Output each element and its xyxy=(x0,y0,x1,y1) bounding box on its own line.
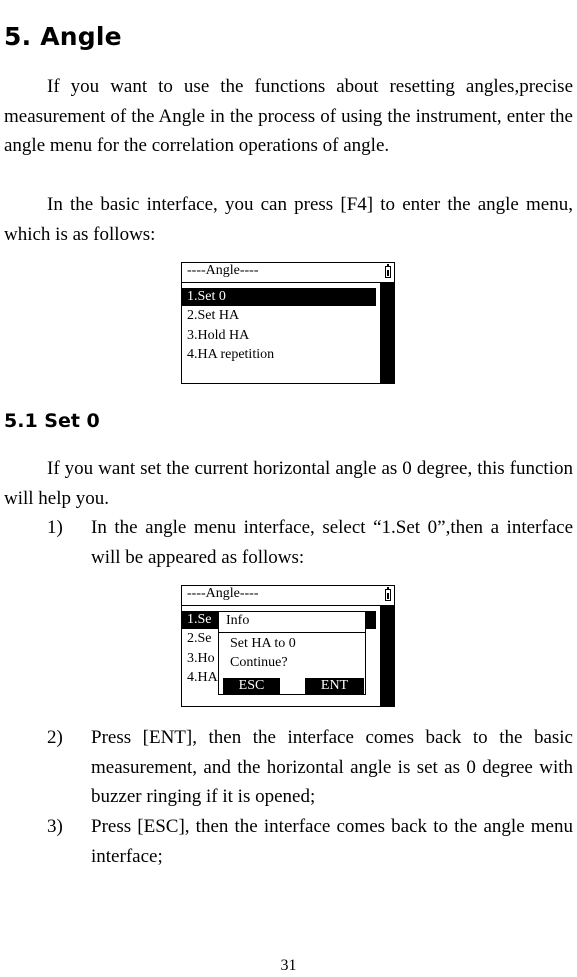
basic-interface-paragraph: In the basic interface, you can press [F4] to enter the angle menu, which is as follows: xyxy=(4,194,573,245)
menu-item-ha-repetition[interactable]: 4.HA xyxy=(187,670,218,685)
scrollbar xyxy=(380,606,394,706)
step-number: 2) xyxy=(47,727,63,748)
screen-title: ----Angle---- xyxy=(187,586,259,601)
step-number: 3) xyxy=(47,816,63,837)
dialog-title: Info xyxy=(226,613,250,628)
battery-icon xyxy=(385,266,391,278)
ent-button[interactable]: ENT xyxy=(305,678,364,694)
menu-item-ha-repetition[interactable]: 4.HA repetition xyxy=(187,347,275,362)
menu-item-set-ha[interactable]: 2.Se xyxy=(187,631,212,646)
step-3 xyxy=(47,812,573,871)
info-dialog xyxy=(218,611,366,695)
esc-button[interactable]: ESC xyxy=(223,678,280,694)
page-number: 31 xyxy=(280,957,297,974)
step-number: 1) xyxy=(47,517,63,538)
title-divider xyxy=(182,282,394,283)
section-heading: 5. Angle xyxy=(4,22,122,51)
menu-item-hold-ha[interactable]: 3.Ho xyxy=(187,651,215,666)
step-text: Press [ESC], then the interface comes back to the angle menu interface; xyxy=(91,816,573,867)
step-text: In the angle menu interface, select “1.Set 0”,then a interface will be appeared as follows: xyxy=(91,517,573,568)
angle-menu-screen xyxy=(181,262,395,384)
menu-item-set-ha[interactable]: 2.Set HA xyxy=(187,308,240,323)
subsection-heading: 5.1 Set 0 xyxy=(4,410,100,432)
scrollbar xyxy=(380,283,394,383)
set-0-confirm-screen xyxy=(181,585,395,707)
screen-title: ----Angle---- xyxy=(187,263,259,278)
dialog-question: Continue? xyxy=(230,655,288,670)
step-1 xyxy=(47,513,573,572)
dialog-divider xyxy=(219,632,365,633)
step-2 xyxy=(47,723,573,812)
step-text: Press [ENT], then the interface comes back to the basic measurement, and the horizontal angle is set as 0 degree with buzzer ringing if it is opened; xyxy=(91,727,573,807)
set-0-paragraph: If you want set the current horizontal angle as 0 degree, this function will help you. xyxy=(4,458,573,509)
intro-paragraph: If you want to use the functions about resetting angles,precise measurement of the Angle in the process of using the instrument, enter the angle menu for the correlation operations of angle. xyxy=(4,76,573,156)
menu-item-hold-ha[interactable]: 3.Hold HA xyxy=(187,328,250,343)
menu-item-set-0[interactable]: 1.Set 0 xyxy=(182,288,376,306)
menu-item-set-0[interactable]: 1.Se xyxy=(182,611,376,629)
dialog-message: Set HA to 0 xyxy=(230,636,296,651)
title-divider xyxy=(182,605,394,606)
battery-icon xyxy=(385,589,391,601)
